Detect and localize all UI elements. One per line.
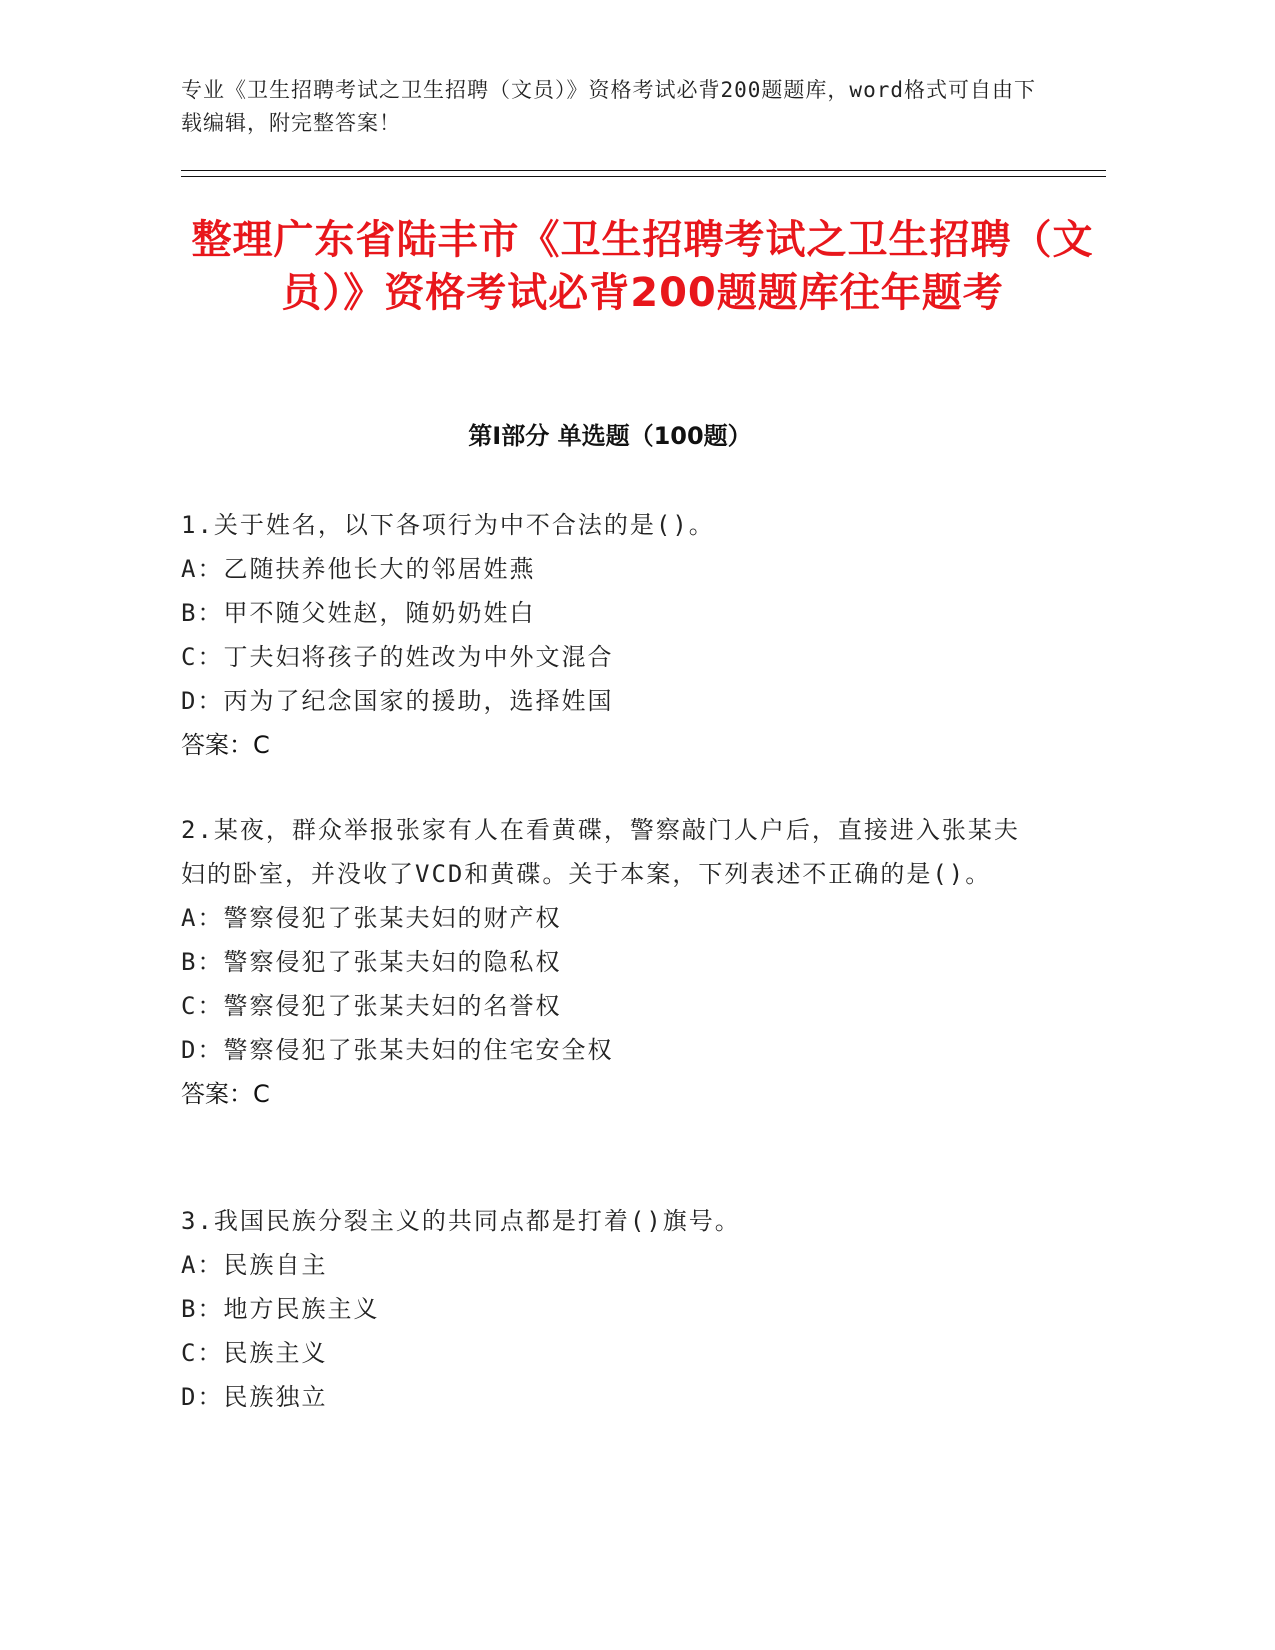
- question-3: [181, 1199, 1041, 1419]
- answer: 答案：C: [181, 1080, 270, 1108]
- question-stem: 1.关于姓名，以下各项行为中不合法的是()。: [181, 511, 715, 539]
- option-a: A：乙随扶养他长大的邻居姓燕: [181, 555, 536, 583]
- question-stem: 3.我国民族分裂主义的共同点都是打着()旗号。: [181, 1207, 741, 1235]
- header-rule-top: [181, 170, 1106, 171]
- option-b: B：甲不随父姓赵，随奶奶姓白: [181, 599, 536, 627]
- question-1: [181, 503, 1041, 767]
- header-rule-bottom: [181, 176, 1106, 177]
- answer: 答案：C: [181, 731, 270, 759]
- header-note: 专业《卫生招聘考试之卫生招聘（文员）》资格考试必背200题题库，word格式可自由下载编辑，附完整答案！: [181, 78, 1036, 135]
- option-d: D：民族独立: [181, 1383, 328, 1411]
- option-b: B：警察侵犯了张某夫妇的隐私权: [181, 948, 562, 976]
- option-b: B：地方民族主义: [181, 1295, 380, 1323]
- question-stem: 2.某夜，群众举报张家有人在看黄碟，警察敲门人户后，直接进入张某夫妇的卧室，并没收了VCD和黄碟。关于本案，下列表述不正确的是()。: [181, 816, 1020, 888]
- option-a: A：民族自主: [181, 1251, 328, 1279]
- option-c: C：丁夫妇将孩子的姓改为中外文混合: [181, 643, 614, 671]
- option-a: A：警察侵犯了张某夫妇的财产权: [181, 904, 562, 932]
- option-c: C：警察侵犯了张某夫妇的名誉权: [181, 992, 562, 1020]
- option-d: D：丙为了纪念国家的援助，选择姓国: [181, 687, 614, 715]
- question-2: [181, 808, 1041, 1116]
- document-title: 整理广东省陆丰市《卫生招聘考试之卫生招聘（文员）》资格考试必背200题题库往年题考: [191, 217, 1094, 316]
- option-d: D：警察侵犯了张某夫妇的住宅安全权: [181, 1036, 614, 1064]
- section-title: 第I部分 单选题（100题）: [468, 422, 752, 450]
- option-c: C：民族主义: [181, 1339, 328, 1367]
